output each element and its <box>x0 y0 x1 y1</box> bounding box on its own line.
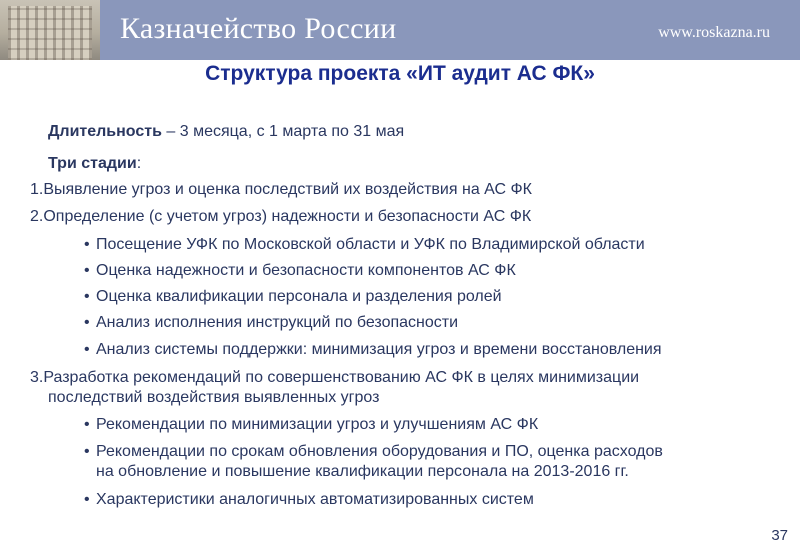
stage3-bullet-3: • Характеристики аналогичных автоматизированных систем <box>96 490 534 510</box>
stage2-bullet-4: • Анализ исполнения инструкций по безопасности <box>96 313 458 333</box>
stage-item-1: 1.Выявление угроз и оценка последствий их воздействия на АС ФК <box>30 181 532 198</box>
stages-heading: Три стадии: <box>48 155 142 172</box>
building-photo <box>0 0 100 60</box>
duration-text: – 3 месяца, с 1 марта по 31 мая <box>161 123 405 140</box>
website-url[interactable]: www.roskazna.ru <box>658 24 770 41</box>
stage2-bullet-3: • Оценка квалификации персонала и разделения ролей <box>96 287 502 307</box>
stage2-bullet-2: • Оценка надежности и безопасности компонентов АС ФК <box>96 261 516 281</box>
stage3-bullet-2: • Рекомендации по срокам обновления оборудования и ПО, оценка расходов <box>96 442 663 462</box>
stage-item-3-cont: последствий воздействия выявленных угроз <box>48 389 380 406</box>
stage3-bullet-1: • Рекомендации по минимизации угроз и улучшениям АС ФК <box>96 415 538 435</box>
stage2-bullet-5: • Анализ системы поддержки: минимизация угроз и времени восстановления <box>96 340 662 360</box>
header-banner <box>0 0 800 60</box>
brand-title: Казначейство России <box>120 12 397 45</box>
stage3-bullet-2-cont: на обновление и повышение квалификации персонала на 2013-2016 гг. <box>96 463 629 480</box>
stage-item-2: 2.Определение (с учетом угроз) надежности и безопасности АС ФК <box>30 208 532 225</box>
duration-label: Длительность <box>48 123 162 140</box>
stage2-bullet-1: • Посещение УФК по Московской области и УФК по Владимирской области <box>96 235 645 255</box>
slide-title: Структура проекта «ИТ аудит АС ФК» <box>205 62 595 85</box>
duration-line <box>48 122 404 142</box>
page-number: 37 <box>771 527 788 544</box>
stage-item-3: 3.Разработка рекомендаций по совершенствованию АС ФК в целях минимизации <box>30 369 640 386</box>
stages-label: Три стадии <box>48 155 137 172</box>
